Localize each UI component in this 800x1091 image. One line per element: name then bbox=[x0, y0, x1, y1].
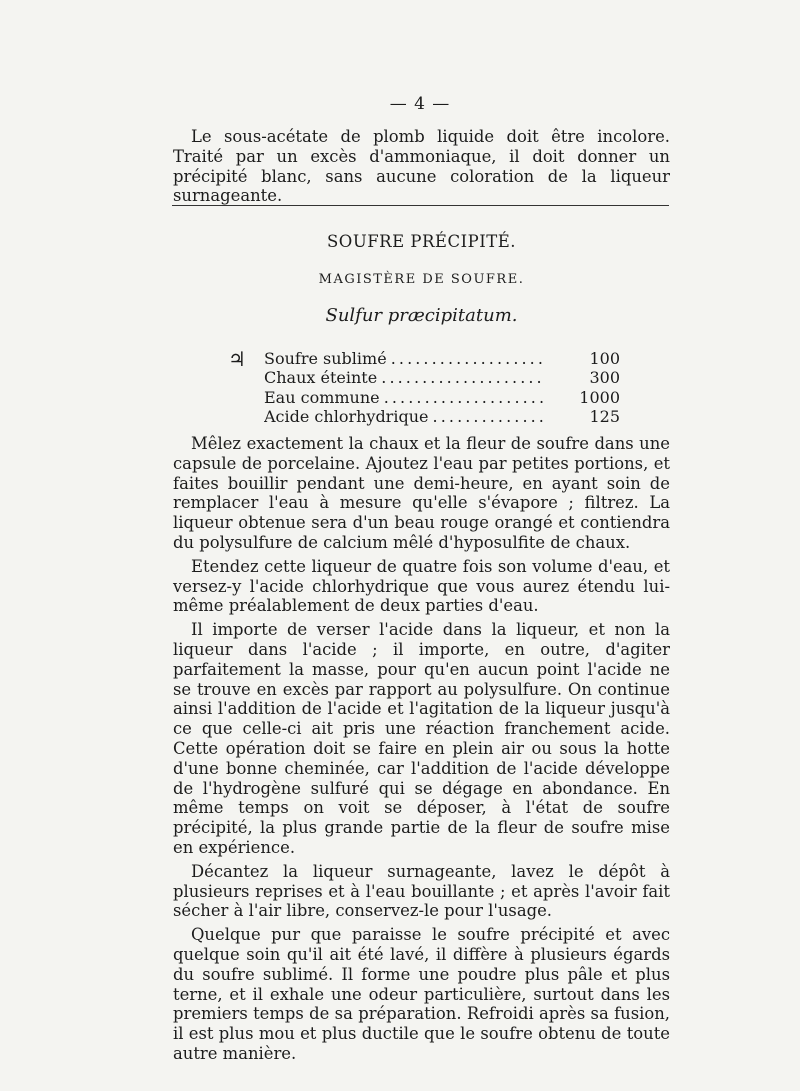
body-text bbox=[173, 434, 670, 1064]
recipe-list bbox=[228, 349, 620, 426]
latin-name: Sulfur præcipitatum. bbox=[325, 305, 518, 326]
paragraph: Mêlez exactement la chaux et la fleur de soufre dans une capsule de porcelaine. Ajoutez l'eau par petites portions, et faites bouillir pendant une demi-heure, en ayant soin de remplacer l'eau à mesure qu'elle s'évapore ; filtrez. La liqueur obtenue sera d'un beau rouge orangé et contiendra du polysulfure de calcium mêlé d'hyposulfite de chaux. bbox=[173, 434, 670, 552]
section-subtitle: MAGISTÈRE DE SOUFRE. bbox=[318, 272, 525, 287]
section-divider bbox=[172, 205, 669, 206]
section-title: SOUFRE PRÉCIPITÉ. bbox=[326, 232, 517, 251]
recipe-item bbox=[264, 368, 620, 387]
paragraph: Décantez la liqueur surnageante, lavez le dépôt à plusieurs reprises et à l'eau bouillante ; et après l'avoir fait sécher à l'air libre, conservez-le pour l'usage. bbox=[173, 861, 670, 921]
ingredient-name: Acide chlorhydrique . . . bbox=[264, 407, 544, 426]
ingredient-qty: 125 bbox=[589, 406, 620, 426]
paragraph: Il importe de verser l'acide dans la liqueur, et non la liqueur dans l'acide ; il importe, en outre, d'agiter parfaitement la masse, pour qu'en aucun point l'acide ne se trouve en excès par rapport au polysulfure. On continue ainsi l'addition de l'acide et l'agitation de la liqueur jusqu'à ce que celle-ci ait pris une réaction franchement acide. Cette opération doit se faire en plein air ou sous la hotte d'une bonne cheminée, car l'addition de l'acide développe de l'hydrogène sulfuré qui se dégage en abondance. En même temps on voit se déposer, à l'état de soufre précipité, la plus grande partie de la fleur de soufre mise en expérience. bbox=[173, 620, 670, 857]
ingredient-qty: 1000 bbox=[579, 387, 620, 407]
ingredient-qty: 300 bbox=[589, 368, 620, 388]
intro-paragraph bbox=[173, 127, 670, 206]
recipe-symbol: ♃ bbox=[228, 347, 246, 371]
ingredient-qty: 100 bbox=[589, 349, 620, 368]
recipe-item bbox=[264, 407, 620, 426]
recipe-item bbox=[264, 388, 620, 407]
ingredient-name: Soufre sublimé . . . bbox=[264, 349, 544, 368]
ingredient-name: Chaux éteinte . . . bbox=[264, 368, 544, 387]
intro-text: Le sous-acétate de plomb liquide doit être incolore. Traité par un excès d'ammoniaque, il doit donner un précipité blanc, sans aucune coloration de la liqueur surnageante. bbox=[173, 127, 670, 206]
paragraph: Quelque pur que paraisse le soufre précipité et avec quelque soin qu'il ait été lavé, il diffère à plusieurs égards du soufre sublimé. Il forme une poudre plus pâle et plus terne, et il exhale une odeur particulière, surtout dans les premiers temps de sa préparation. Refroidi après sa fusion, il est plus mou et plus ductile que le soufre obtenu de toute autre manière. bbox=[173, 925, 670, 1063]
ingredient-name: Eau commune . . . bbox=[264, 388, 544, 407]
paragraph: Etendez cette liqueur de quatre fois son volume d'eau, et versez-y l'acide chlorhydrique que vous aurez étendu lui-même préalablement de deux parties d'eau. bbox=[173, 556, 670, 616]
page-number: — 4 — bbox=[389, 94, 451, 114]
recipe-item bbox=[264, 349, 620, 368]
